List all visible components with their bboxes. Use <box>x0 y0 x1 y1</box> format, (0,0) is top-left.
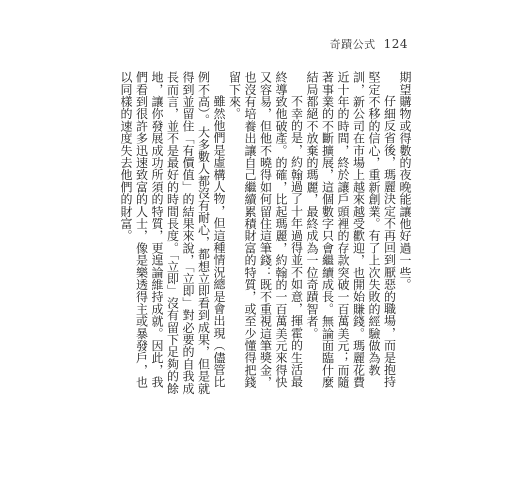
paragraph-3: 不幸的是，約翰過了十年過得並不如意，揮霍的生活最終導致他破產。的確，比起瑪麗，約翰的一百萬美元來得快又容易，但他不曉得如何留住這筆錢：既不重視這筆獎金，也沒有培養出讓自己繼續累積財富的特質，或至少懂得把錢留下來。 <box>227 71 304 389</box>
paragraph-2: 仔細反省後，瑪麗決定不再回到厭惡的職場，而是抱持堅定不移的信心，重新創業。有了上次失敗的經驗做為教訓，新公司在市場上越來越受歡迎，也開始賺錢。瑪麗花費近十年的時間，終於讓戶頭裡的存款突破一百萬美元；而隨著事業的不斷擴展，這個數字只會繼續成長。無論面臨什麼結局都絕不放棄的瑪麗，最終成為一位奇蹟智者。 <box>305 71 397 389</box>
paragraph-1: 期望購物或得數的夜晚能讓他好過一些。 <box>398 71 412 291</box>
running-header <box>330 36 408 52</box>
page-number: 124 <box>383 37 408 51</box>
section-title: 奇蹟公式 <box>329 38 376 51</box>
vertical-body-text <box>119 71 412 396</box>
paragraph-4: 雖然他們是虛構人物，但這種情況總是會出現（儘管比例不高）。大多數人都沒有耐心，都想立即看到成果，但是就得到並留住「有價值」的結果來說，「立即」對必要的自我成長而言，並不是最好的時間長度。「立即」沒有留下足夠的餘地，讓你發展成功所須的特質，更遑論維持成就。因此，我們看到很許多迅速致富的人士，像是樂透得主或暴發戶，也以同樣的速度失去他們的財富。 <box>119 71 226 395</box>
